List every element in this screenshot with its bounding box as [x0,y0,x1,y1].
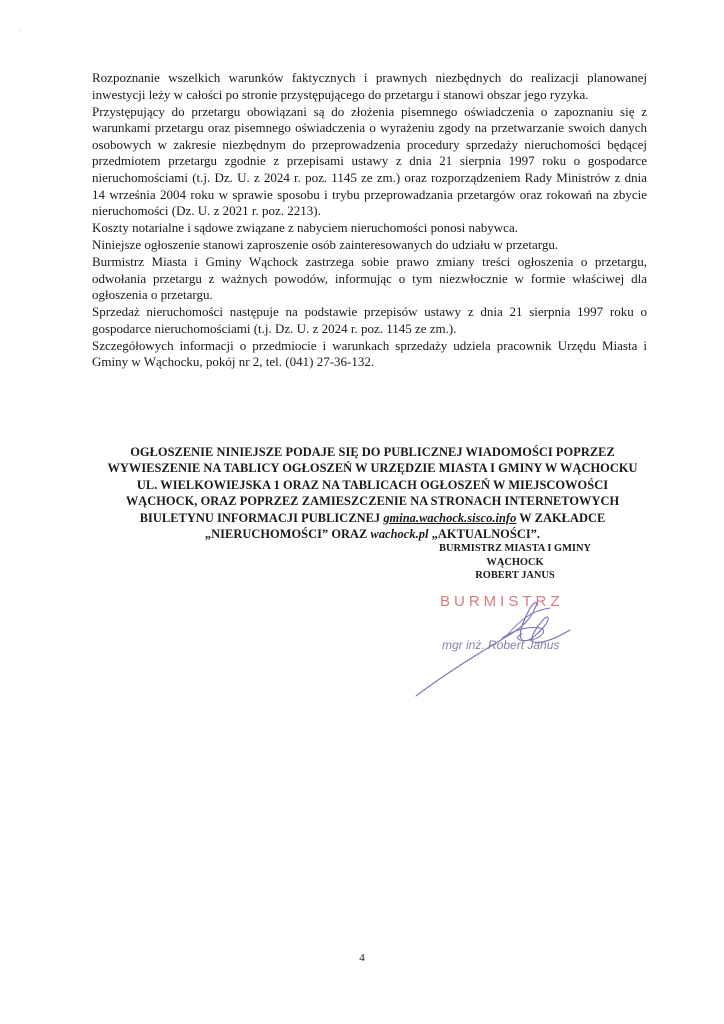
site-link[interactable]: wachock.pl [370,527,429,542]
signatory-name: ROBERT JANUS [475,570,555,582]
handwritten-signature [410,588,670,708]
paragraph-declarations: Przystępujący do przetargu obowiązani są do złożenia pisemnego oświadczenia o zapoznaniu się z warunkami przetargu oraz pisemnego oświadczenia o wyrażeniu zgody na przetwarzanie swoich danych osobowych w zakresie niezbędnym do przeprowadzenia procedury sprzedaży nieruchomości będącej przedmiotem przetargu zgodnie z przepisami ustawy z dnia 21 sierpnia 1997 roku o gospodarce nieruchomościami (t.j. Dz. U. z 2024 r. poz. 1145 ze zm.) oraz rozporządzeniem Rady Ministrów z dnia 14 września 2004 roku w sprawie sposobu i trybu przeprowadzania przetargów oraz rokowań na zbycie nieruchomości (Dz. U. z 2021 r. poz. 2213). [92,103,647,219]
paragraph-reservation: Burmistrz Miasta i Gminy Wąchock zastrzega sobie prawo zmiany treści ogłoszenia o przetargu, odwołania przetargu z ważnych powodów, informując o tym niezwłocznie w formie właściwej dla ogłoszenia o przetargu. [92,254,647,303]
signature-block [430,542,600,583]
stamp-name: mgr inż. Robert Janus [442,638,560,652]
notice-text-3: „AKTUALNOŚCI”. [428,527,541,542]
signature-stroke-main [416,603,570,696]
paragraph-costs: Koszty notarialne i sądowe związane z nabyciem nieruchomości ponosi nabywca. [92,220,518,236]
stamp-title: BURMISTRZ [440,593,564,610]
bip-link[interactable]: gmina.wachock.sisco.info [383,510,517,525]
signatory-title-line1: BURMISTRZ MIASTA I GMINY [439,543,591,554]
notice-text-2: W ZAKŁADCE „NIERUCHOMOŚCI” ORAZ [204,510,606,542]
notice-text-1: OGŁOSZENIE NINIEJSZE PODAJE SIĘ DO PUBLICZNEJ WIADOMOŚCI POPRZEZ WYWIESZENIE NA TABLICY OGŁOSZEŃ W URZĘDZIE MIASTA I GMINY W WĄCHOCKU UL. WIELKOWIEJSKA 1 ORAZ NA TABLICACH OGŁOSZEŃ W MIEJSCOWOŚCI WĄCHOCK, ORAZ POPRZEZ ZAMIESZCZENIE NA STRONACH INTERNETOWYCH BIULETYNU INFORMACJI PUBLICZNEJ [107,445,638,525]
paragraph-contact: Szczegółowych informacji o przedmiocie i warunkach sprzedaży udziela pracownik Urzędu Miasta i Gminy w Wąchocku, pokój nr 2, tel. (041) 27-36-132. [92,337,647,370]
scan-mark: · [19,26,22,35]
signatory-title-line2: WĄCHOCK [486,556,544,568]
paragraph-legal-basis: Sprzedaż nieruchomości następuje na podstawie przepisów ustawy z dnia 21 sierpnia 1997 roku o gospodarce nieruchomościami (t.j. Dz. U. z 2024 r. poz. 1145 ze zm.). [92,304,647,336]
terms-section [92,70,647,371]
page-number: 4 [359,952,365,964]
paragraph-invitation: Niniejsze ogłoszenie stanowi zaproszenie osób zainteresowanych do udziału w przetargu. [92,237,559,253]
paragraph-risk: Rozpoznanie wszelkich warunków faktycznych i prawnych niezbędnych do realizacji planowanej inwestycji leży w całości po stronie przystępującego do przetargu i stanowi obszar jego ryzyka. [92,70,647,102]
publication-notice [100,444,645,542]
